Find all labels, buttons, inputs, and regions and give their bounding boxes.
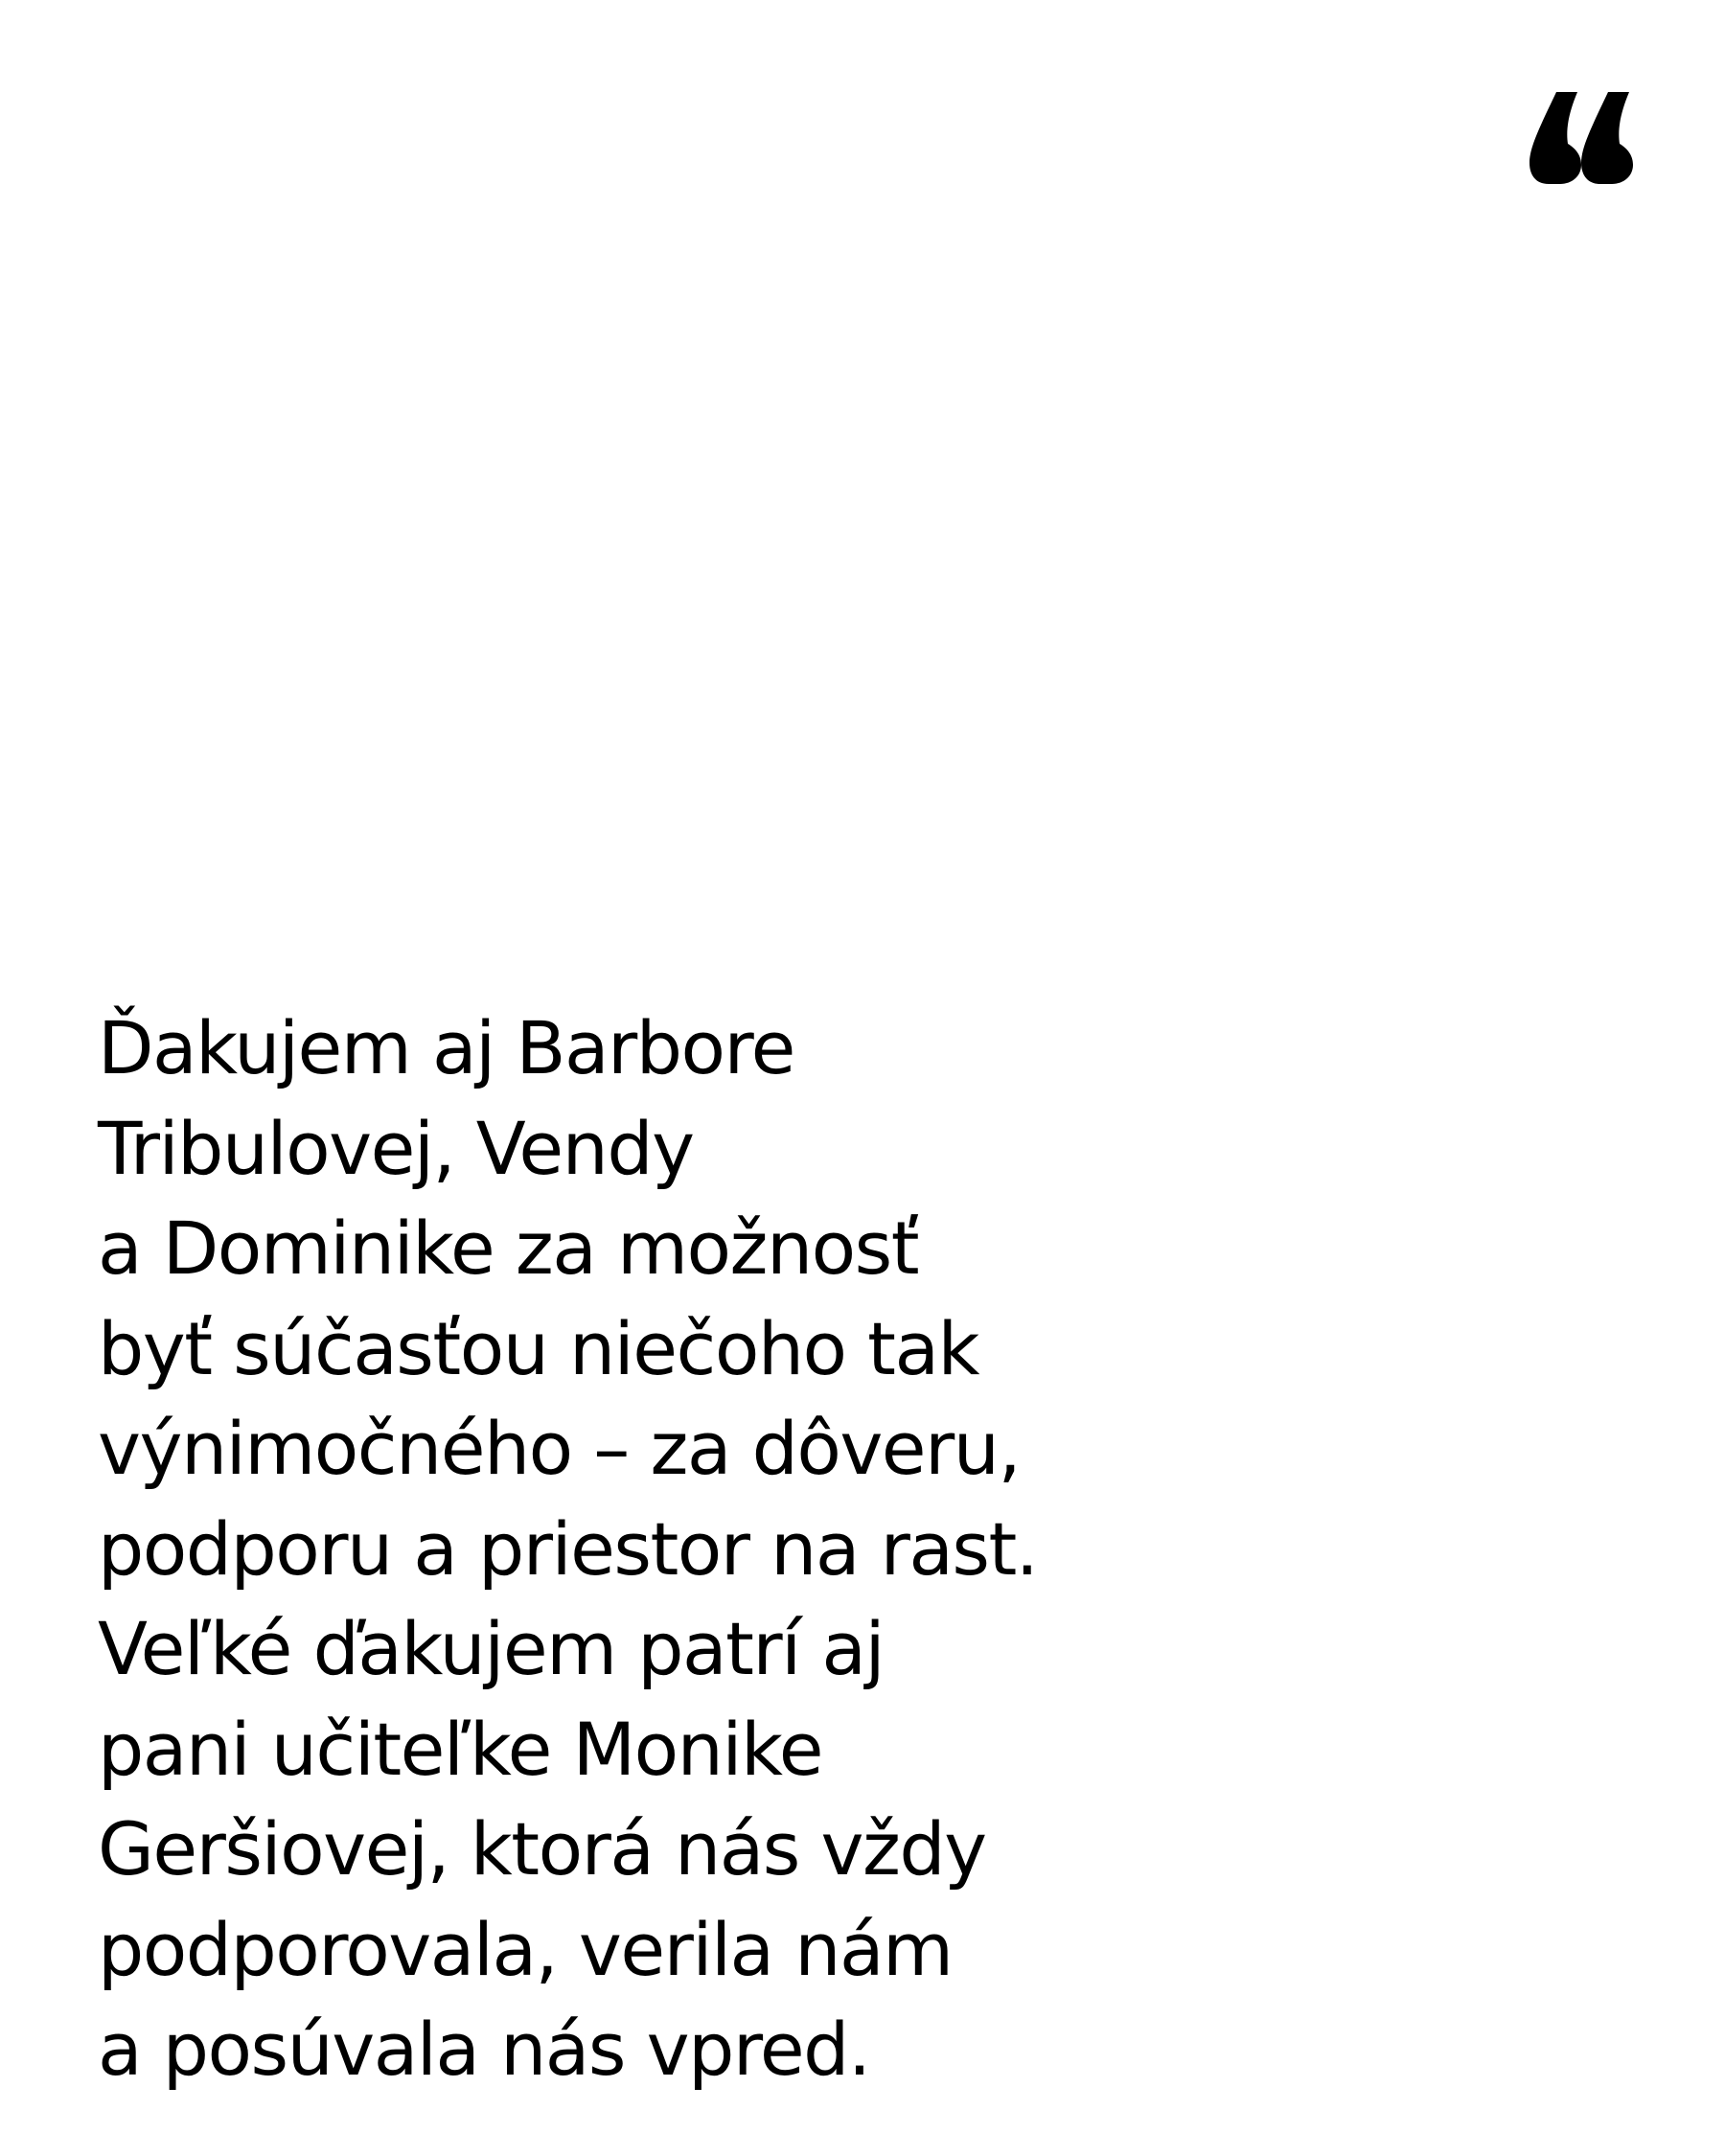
quote-text bbox=[98, 998, 1344, 2100]
quote-line: podporovala, verila nám bbox=[98, 1906, 953, 1992]
quote-line: byť súčasťou niečoho tak bbox=[98, 1305, 979, 1391]
opening-quote-icon bbox=[1530, 92, 1633, 184]
quote-line: podporu a priestor na rast. bbox=[98, 1505, 1038, 1592]
quote-line: Ďakujem aj Barbore bbox=[98, 1005, 794, 1090]
quote-line: Veľké ďakujem patrí aj bbox=[98, 1606, 885, 1691]
quote-line: Geršiovej, ktorá nás vždy bbox=[98, 1806, 986, 1892]
quote-line: Tribulovej, Vendy bbox=[98, 1105, 694, 1191]
quote-line: výnimočného – za dôveru, bbox=[98, 1406, 1021, 1491]
quote-line: a Dominike za možnosť bbox=[98, 1205, 919, 1291]
quote-line: a posúvala nás vpred. bbox=[98, 2007, 870, 2092]
quote-line: pani učiteľke Monike bbox=[98, 1706, 823, 1792]
